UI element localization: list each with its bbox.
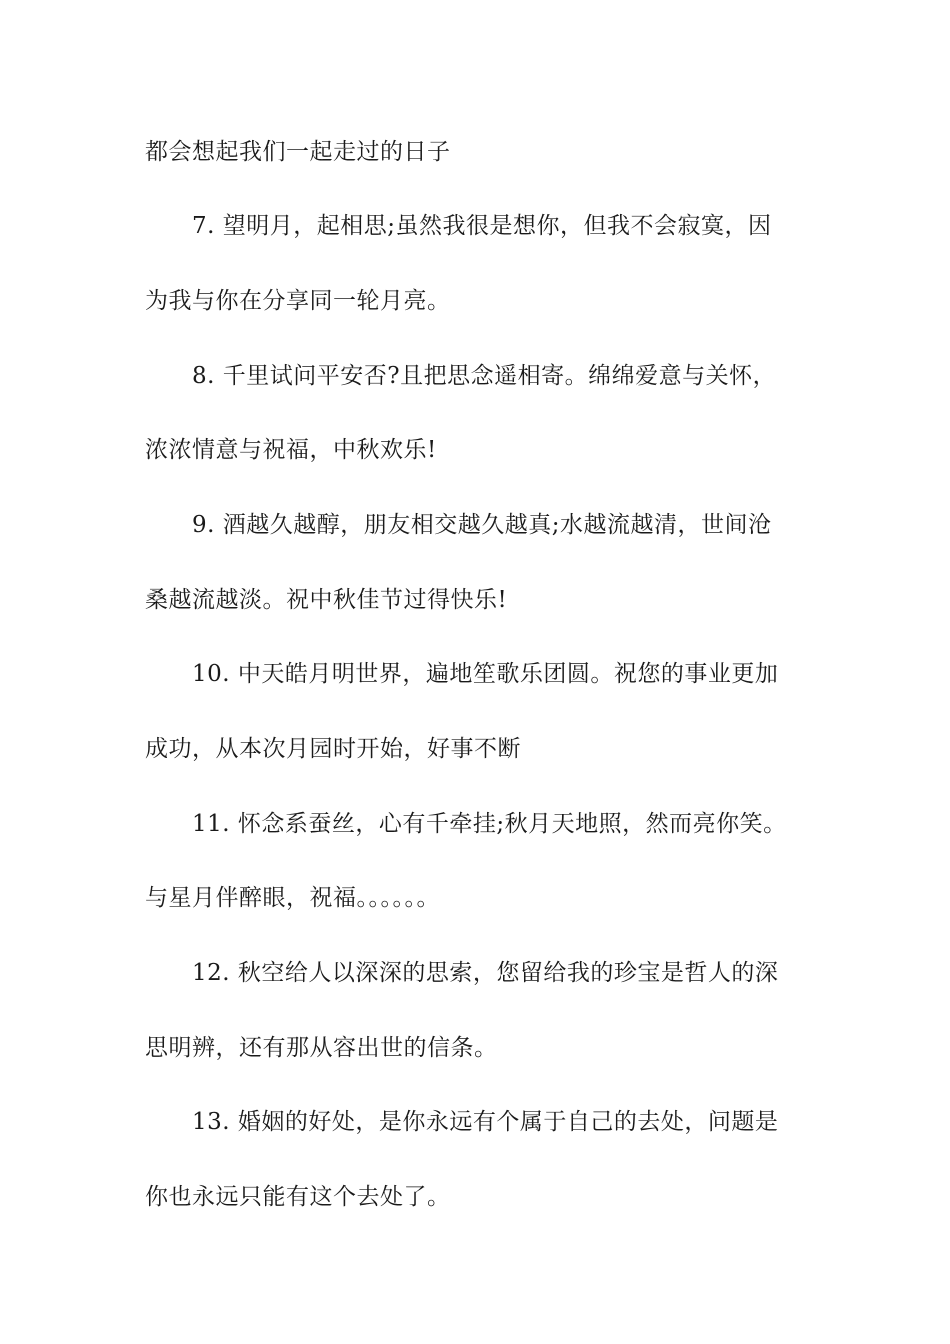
list-item-7-line-2: 为我与你在分享同一轮月亮。	[145, 288, 451, 314]
list-item-13-line-1: 13. 婚姻的好处，是你永远有个属于自己的去处，问题是	[192, 1109, 779, 1135]
list-item-10-line-2: 成功，从本次月园时开始，好事不断	[145, 736, 521, 762]
list-item-9-line-2: 桑越流越淡。祝中秋佳节过得快乐!	[145, 587, 508, 613]
list-item-8-line-2: 浓浓情意与祝福，中秋欢乐!	[145, 437, 437, 463]
list-item-12-line-1: 12. 秋空给人以深深的思索，您留给我的珍宝是哲人的深	[192, 960, 779, 986]
list-item-10-line-1: 10. 中天皓月明世界，遍地笙歌乐团圆。祝您的事业更加	[192, 661, 779, 687]
list-item-7-line-1: 7. 望明月，起相思;虽然我很是想你，但我不会寂寞，因	[192, 213, 772, 239]
list-item-9-line-1: 9. 酒越久越醇，朋友相交越久越真;水越流越清，世间沧	[192, 512, 772, 538]
text-line: 都会想起我们一起走过的日子	[145, 139, 451, 165]
list-item-12-line-2: 思明辨，还有那从容出世的信条。	[145, 1035, 498, 1061]
list-item-13-line-2: 你也永远只能有这个去处了。	[145, 1184, 451, 1210]
list-item-11-line-2: 与星月伴醉眼，祝福。。。。。。	[145, 885, 440, 911]
list-item-11-line-1: 11. 怀念系蚕丝，心有千牵挂;秋月天地照，然而亮你笑。	[192, 811, 787, 837]
list-item-8-line-1: 8. 千里试问平安否?且把思念遥相寄。绵绵爱意与关怀，	[192, 363, 777, 389]
